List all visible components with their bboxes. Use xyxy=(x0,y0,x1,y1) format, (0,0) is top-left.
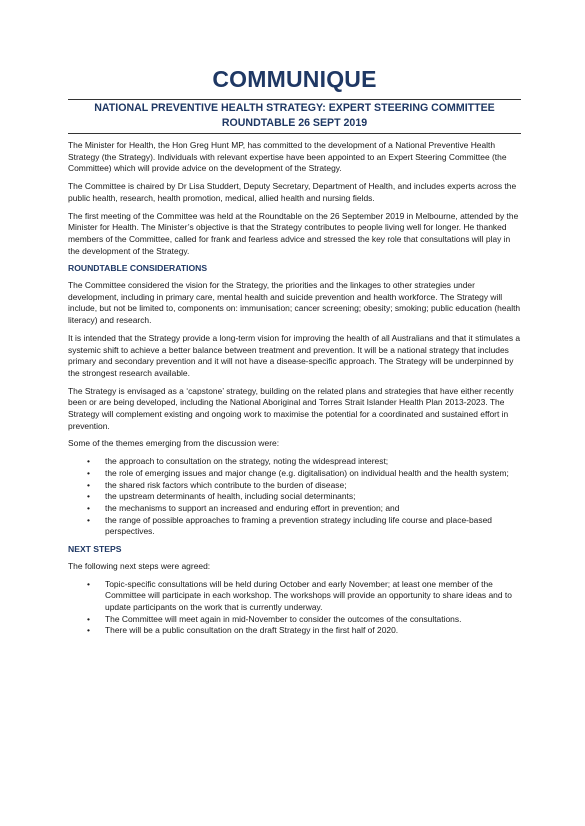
list-item xyxy=(68,614,521,626)
roundtable-paragraph: The Strategy is envisaged as a ‘capstone’ strategy, building on the related plans and strategies that have either recently been or are being developed, including the National Aboriginal and Torres Strait Islander Health Plan 2013-2023. The Strategy will complement existing and ongoing work to maximise the potential for a coordinated and sustained effort in prevention. xyxy=(68,385,514,431)
roundtable-paragraph: The Committee considered the vision for the Strategy, the priorities and the linkages to other strategies under development, including in primary care, mental health and suicide prevention and health workforce. The Strategy will include, but not be limited to, components on: immunisation; cancer screening; obesity; smoking; public education (health literacy) and research. xyxy=(68,280,521,326)
bullet-icon: • xyxy=(87,625,90,636)
next-steps-heading: NEXT STEPS xyxy=(68,544,122,555)
bullet-icon: • xyxy=(87,456,90,467)
list-item-text: There will be a public consultation on the draft Strategy in the first half of 2020. xyxy=(105,625,399,636)
roundtable-paragraph: It is intended that the Strategy provide a long-term vision for improving the health of all Australians and that it stimulates a systemic shift to achieve a better balance between treatment and prevention. It will be a national strategy that includes primary and secondary prevention and it will not have a disease-specific approach. The Strategy will be underpinned by the strongest research available. xyxy=(68,332,521,378)
list-item-text: the range of possible approaches to framing a prevention strategy including life course and place-based perspectives. xyxy=(105,514,492,537)
document-subtitle xyxy=(68,99,521,134)
list-item xyxy=(68,456,521,468)
intro-paragraph: The first meeting of the Committee was held at the Roundtable on the 26 September 2019 in Melbourne, attended by the Minister for Health. The Minister’s objective is that the Strategy contributes to people living well for longer. He thanked members of the Committee, called for frank and fearless advice and stressed the key role that consultations will play in the development of the Strategy. xyxy=(68,210,519,256)
list-item-text: the role of emerging issues and major change (e.g. digitalisation) on individual health and the health system; xyxy=(105,467,509,478)
list-item xyxy=(68,480,521,492)
bullet-icon: • xyxy=(87,491,90,502)
list-item xyxy=(68,579,521,614)
list-item-text: the upstream determinants of health, including social determinants; xyxy=(105,491,356,502)
list-item xyxy=(68,515,521,538)
themes-list xyxy=(68,456,521,538)
bullet-icon: • xyxy=(87,514,90,525)
intro-paragraph: The Committee is chaired by Dr Lisa Studdert, Deputy Secretary, Department of Health, and includes experts across the public health, research, health promotion, medical, allied health and nursing fields. xyxy=(68,181,517,203)
subtitle-line-1: NATIONAL PREVENTIVE HEALTH STRATEGY: EXPERT STEERING COMMITTEE xyxy=(94,102,495,114)
themes-intro: Some of the themes emerging from the discussion were: xyxy=(68,438,280,449)
bullet-icon: • xyxy=(87,578,90,589)
bullet-icon: • xyxy=(87,613,90,624)
bullet-icon: • xyxy=(87,467,90,478)
list-item xyxy=(68,503,521,515)
page-title: COMMUNIQUE xyxy=(212,66,377,92)
subtitle-line-2: ROUNDTABLE 26 SEPT 2019 xyxy=(221,117,368,129)
list-item xyxy=(68,625,521,637)
next-steps-intro: The following next steps were agreed: xyxy=(68,560,211,571)
list-item xyxy=(68,468,521,480)
list-item-text: the mechanisms to support an increased and enduring effort in prevention; and xyxy=(105,502,400,513)
list-item-text: the shared risk factors which contribute to the burden of disease; xyxy=(105,479,347,490)
bullet-icon: • xyxy=(87,502,90,513)
intro-paragraph: The Minister for Health, the Hon Greg Hunt MP, has committed to the development of a National Preventive Health Strategy (the Strategy). Individuals with relevant expertise have been appointed to an Expert Steering Committee (the Committee) which will provide advice on the development of the Strategy. xyxy=(68,140,507,174)
roundtable-heading: ROUNDTABLE CONSIDERATIONS xyxy=(68,263,208,274)
list-item xyxy=(68,491,521,503)
bullet-icon: • xyxy=(87,479,90,490)
next-steps-list xyxy=(68,579,521,638)
list-item-text: the approach to consultation on the strategy, noting the widespread interest; xyxy=(105,456,389,467)
list-item-text: The Committee will meet again in mid-November to consider the outcomes of the consultations. xyxy=(105,613,462,624)
list-item-text: Topic-specific consultations will be held during October and early November; at least one member of the Committee will participate in each workshop. The workshops will provide an opportunity to share ideas and to update participants on the work that is currently underway. xyxy=(105,578,512,612)
